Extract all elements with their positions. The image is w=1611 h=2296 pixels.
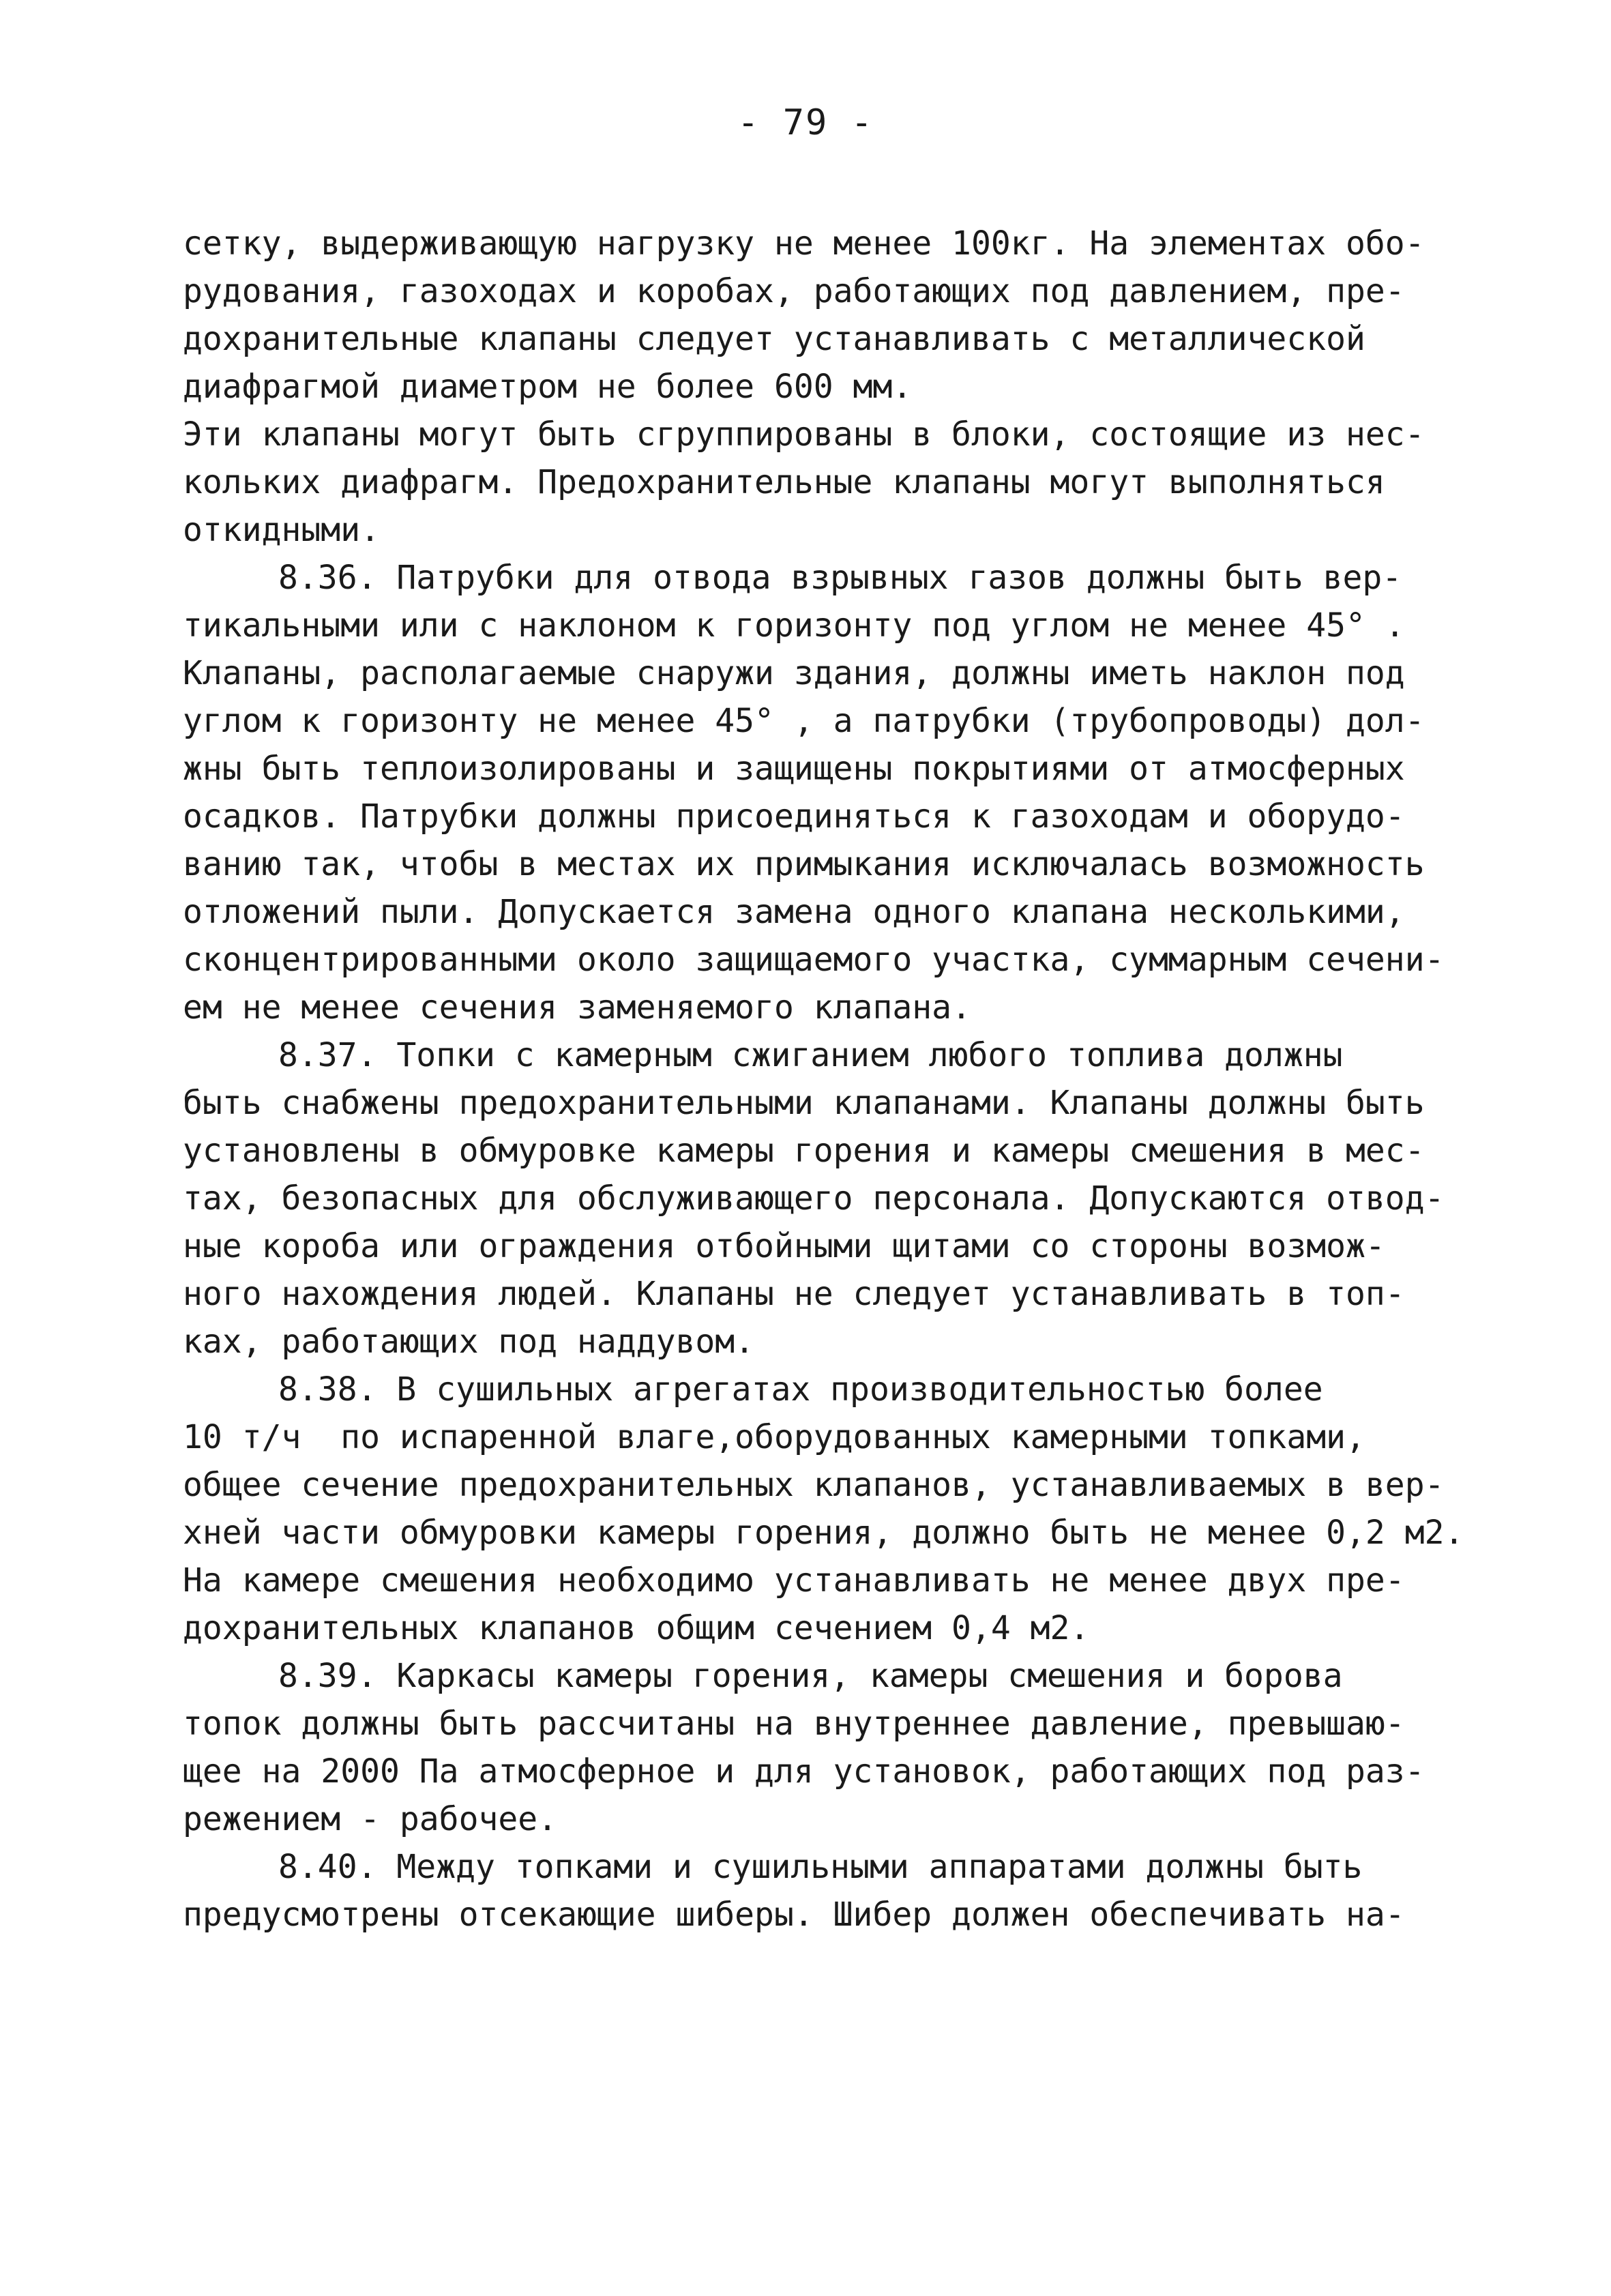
text-line: 8.40. Между топками и сушильными аппаратами должны быть (278, 1848, 1363, 1886)
text-line: ного нахождения людей. Клапаны не следует устанавливать в топ- (183, 1275, 1405, 1313)
text-line: тикальными или с наклоном к горизонту под углом не менее 45° . (183, 606, 1405, 645)
text-line: На камере смешения необходимо устанавливать не менее двух пре- (183, 1561, 1405, 1600)
text-line: дохранительные клапаны следует устанавливать с металлической (183, 320, 1365, 358)
text-line: осадков. Патрубки должны присоединяться к газоходам и оборудо- (183, 797, 1405, 836)
text-line: сконцентрированными около защищаемого участка, суммарным сечени- (183, 941, 1445, 979)
text-line: жны быть теплоизолированы и защищены покрытиями от атмосферных (183, 750, 1405, 788)
text-line: ках, работающих под наддувом. (183, 1323, 755, 1361)
text-line: отложений пыли. Допускается замена одного клапана несколькими, (183, 893, 1405, 931)
text-line: предусмотрены отсекающие шиберы. Шибер должен обеспечивать на- (183, 1896, 1405, 1934)
text-line: рудования, газоходах и коробах, работающих под давлением, пре- (183, 272, 1405, 310)
text-line: ванию так, чтобы в местах их примыкания исключалась возможность (183, 845, 1425, 883)
text-line: установлены в обмуровке камеры горения и камеры смешения в мес- (183, 1132, 1425, 1170)
text-line: общее сечение предохранительных клапанов, устанавливаемых в вер- (183, 1466, 1445, 1504)
text-line: режением - рабочее. (183, 1800, 558, 1838)
text-line: тах, безопасных для обслуживающего персонала. Допускаются отвод- (183, 1179, 1445, 1218)
text-line: 8.37. Топки с камерным сжиганием любого топлива должны (278, 1036, 1343, 1074)
text-line: углом к горизонту не менее 45° , а патрубки (трубопроводы) дол- (183, 702, 1425, 740)
text-line: кольких диафрагм. Предохранительные клапаны могут выполняться (183, 463, 1385, 501)
text-line: откидными. (183, 511, 380, 549)
text-line: 8.36. Патрубки для отвода взрывных газов должны быть вер- (278, 559, 1402, 597)
text-line: 8.39. Каркасы камеры горения, камеры смешения и борова (278, 1657, 1343, 1695)
text-line: 10 т/ч по испаренной влаге,оборудованных камерными топками, (183, 1418, 1365, 1456)
page-number: - 79 - (737, 102, 874, 143)
text-line: быть снабжены предохранительными клапанами. Клапаны должны быть (183, 1084, 1425, 1122)
text-line: ные короба или ограждения отбойными щитами со стороны возмож- (183, 1227, 1385, 1265)
text-line: диафрагмой диаметром не более 600 мм. (183, 368, 913, 406)
text-line: 8.38. В сушильных агрегатах производительностью более (278, 1370, 1323, 1409)
text-line: Клапаны, располагаемые снаружи здания, должны иметь наклон под (183, 654, 1405, 692)
text-line: хней части обмуровки камеры горения, должно быть не менее 0,2 м2. (183, 1514, 1464, 1552)
body-text (183, 220, 1465, 1939)
text-line: ем не менее сечения заменяемого клапана. (183, 988, 971, 1027)
text-line: щее на 2000 Па атмосферное и для установок, работающих под раз- (183, 1752, 1425, 1791)
text-line: Эти клапаны могут быть сгруппированы в блоки, состоящие из нес- (183, 415, 1425, 454)
text-line: топок должны быть рассчитаны на внутреннее давление, превышаю- (183, 1705, 1405, 1743)
text-line: сетку, выдерживающую нагрузку не менее 100кг. На элементах обо- (183, 224, 1425, 263)
text-line: дохранительных клапанов общим сечением 0,4 м2. (183, 1609, 1090, 1647)
